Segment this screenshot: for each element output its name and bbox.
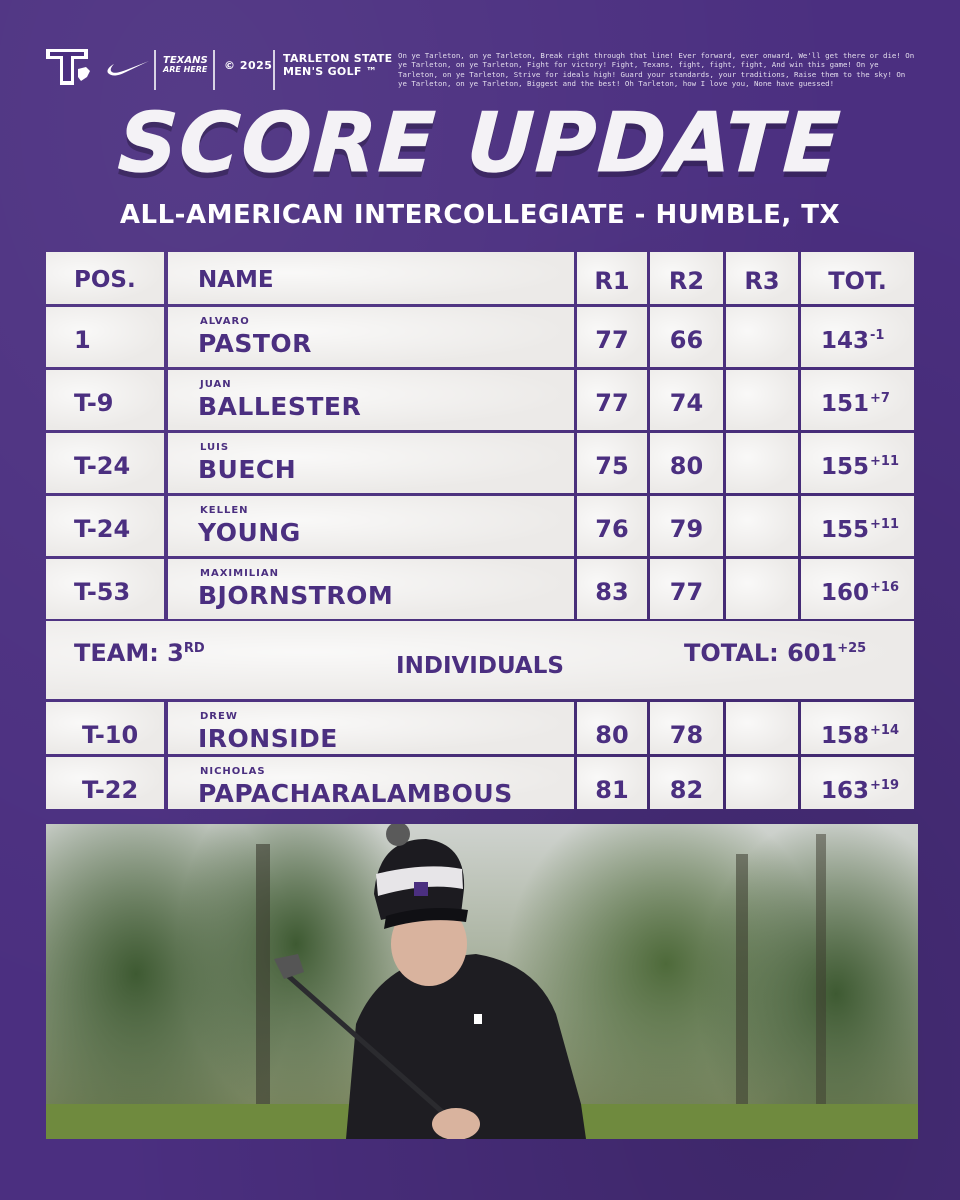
col-header-r3: R3 bbox=[744, 267, 780, 295]
to-par: -1 bbox=[870, 328, 885, 343]
score-r2: 78 bbox=[669, 721, 704, 749]
r2-cell bbox=[650, 307, 723, 367]
r3-cell bbox=[726, 433, 798, 493]
name-cell bbox=[168, 559, 574, 619]
total-cell bbox=[801, 433, 914, 493]
r1-cell bbox=[577, 433, 647, 493]
name-cell bbox=[168, 757, 574, 809]
player-position: T-24 bbox=[74, 515, 131, 543]
score-r1: 75 bbox=[595, 452, 629, 480]
pos-cell bbox=[46, 307, 164, 367]
total-score: 155 bbox=[821, 517, 870, 543]
player-first-name: JUAN bbox=[200, 379, 232, 390]
score-r1: 77 bbox=[595, 389, 629, 417]
name-cell bbox=[168, 307, 574, 367]
player-position: T-9 bbox=[74, 389, 114, 417]
player-total bbox=[821, 723, 899, 749]
score-r1: 76 bbox=[595, 515, 629, 543]
texans-line2: ARE HERE bbox=[163, 65, 208, 74]
team-total-label: TOTAL: 601 bbox=[684, 639, 838, 667]
r1-cell bbox=[577, 757, 647, 809]
r2-cell bbox=[650, 496, 723, 556]
col-header-r3-cell bbox=[726, 252, 798, 304]
r3-cell bbox=[726, 307, 798, 367]
team-total bbox=[684, 639, 866, 667]
player-position: 1 bbox=[74, 326, 91, 354]
r1-cell bbox=[577, 370, 647, 430]
player-last-name: PAPACHARALAMBOUS bbox=[198, 779, 513, 808]
player-first-name: MAXIMILIAN bbox=[200, 568, 279, 579]
r2-cell bbox=[650, 757, 723, 809]
player-first-name: ALVARO bbox=[200, 316, 250, 327]
player-total bbox=[821, 454, 899, 480]
col-header-tot-cell bbox=[801, 252, 914, 304]
r1-cell bbox=[577, 559, 647, 619]
col-header-name: NAME bbox=[198, 267, 274, 293]
player-position: T-53 bbox=[74, 578, 131, 606]
team-summary-row bbox=[46, 621, 914, 699]
col-header-r1: R1 bbox=[594, 267, 630, 295]
r2-cell bbox=[650, 559, 723, 619]
total-score: 155 bbox=[821, 454, 870, 480]
to-par: +14 bbox=[870, 723, 899, 738]
score-r1: 81 bbox=[595, 776, 629, 804]
col-header-r2: R2 bbox=[668, 267, 705, 295]
r1-cell bbox=[577, 496, 647, 556]
player-first-name: NICHOLAS bbox=[200, 766, 266, 777]
col-header-r2-cell bbox=[650, 252, 723, 304]
col-header-name-cell bbox=[168, 252, 574, 304]
total-score: 160 bbox=[821, 580, 870, 606]
to-par: +11 bbox=[870, 517, 899, 532]
total-cell bbox=[801, 370, 914, 430]
score-r2: 79 bbox=[669, 515, 704, 543]
player-total bbox=[821, 517, 899, 543]
score-r2: 80 bbox=[669, 452, 704, 480]
col-header-r1-cell bbox=[577, 252, 647, 304]
to-par: +16 bbox=[870, 580, 899, 595]
r3-cell bbox=[726, 702, 798, 754]
texans-line1: TEXANS bbox=[163, 55, 208, 66]
total-cell bbox=[801, 757, 914, 809]
col-header-tot: TOT. bbox=[828, 267, 887, 295]
score-r1: 77 bbox=[595, 326, 629, 354]
total-score: 158 bbox=[821, 723, 870, 749]
name-cell bbox=[168, 496, 574, 556]
total-cell bbox=[801, 702, 914, 754]
pos-cell bbox=[46, 702, 164, 754]
fight-song-text: On ye Tarleton, on ye Tarleton, Break right through that line! Ever forward, ever onward, We'll get there or die! On ye Tarleton, on ye Tarleton, Fight for victory! Fight, Texans, fight, fight, fight, And win this game! On ye Tarleton, on ye Tarleton, Strive for ideals high! Guard your standards, your traditions, Raise them to the sky! On ye Tarleton, on ye Tarleton, Biggest and the best! Oh Tarleton, how I love you, None have guessed! bbox=[398, 51, 915, 89]
col-header-pos: POS. bbox=[74, 267, 136, 293]
r3-cell bbox=[726, 370, 798, 430]
score-r2: 77 bbox=[669, 578, 704, 606]
score-r1: 80 bbox=[595, 721, 629, 749]
page-title: SCORE UPDATE bbox=[116, 96, 844, 191]
total-cell bbox=[801, 496, 914, 556]
pos-cell bbox=[46, 433, 164, 493]
player-first-name: LUIS bbox=[200, 442, 230, 453]
r2-cell bbox=[650, 370, 723, 430]
to-par: +11 bbox=[870, 454, 899, 469]
r3-cell bbox=[726, 496, 798, 556]
player-total bbox=[821, 778, 899, 804]
score-r2: 74 bbox=[669, 389, 704, 417]
team-place-label: TEAM: 3 bbox=[74, 639, 184, 667]
total-cell bbox=[801, 307, 914, 367]
pos-cell bbox=[46, 496, 164, 556]
player-total bbox=[821, 328, 884, 354]
player-total bbox=[821, 580, 899, 606]
event-subtitle: ALL-AMERICAN INTERCOLLEGIATE - HUMBLE, TX bbox=[119, 200, 841, 230]
player-total bbox=[821, 391, 890, 417]
score-r1: 83 bbox=[595, 578, 629, 606]
r2-cell bbox=[650, 433, 723, 493]
school-line2: MEN'S GOLF ™ bbox=[283, 65, 378, 78]
team-to-par: +25 bbox=[837, 641, 867, 656]
name-cell bbox=[168, 433, 574, 493]
school-line1: TARLETON STATE bbox=[283, 52, 393, 65]
to-par: +19 bbox=[870, 778, 899, 793]
player-first-name: KELLEN bbox=[200, 505, 249, 516]
total-score: 163 bbox=[821, 778, 870, 804]
pos-cell bbox=[46, 370, 164, 430]
total-score: 151 bbox=[821, 391, 870, 417]
pos-cell bbox=[46, 757, 164, 809]
player-first-name: DREW bbox=[200, 711, 238, 722]
to-par: +7 bbox=[870, 391, 890, 406]
name-cell bbox=[168, 702, 574, 754]
player-position: T-10 bbox=[82, 721, 139, 749]
r3-cell bbox=[726, 559, 798, 619]
r1-cell bbox=[577, 702, 647, 754]
player-last-name: BUECH bbox=[198, 455, 297, 484]
name-cell bbox=[168, 370, 574, 430]
col-header-pos-cell bbox=[46, 252, 164, 304]
golfer-photo bbox=[46, 824, 918, 1139]
pos-cell bbox=[46, 559, 164, 619]
player-last-name: IRONSIDE bbox=[198, 724, 338, 753]
copyright-text: © 2025 bbox=[224, 59, 273, 72]
r1-cell bbox=[577, 307, 647, 367]
score-r2: 82 bbox=[669, 776, 704, 804]
total-cell bbox=[801, 559, 914, 619]
team-place-suffix: RD bbox=[183, 641, 205, 656]
player-last-name: PASTOR bbox=[198, 329, 312, 358]
player-position: T-24 bbox=[74, 452, 131, 480]
total-score: 143 bbox=[821, 328, 870, 354]
individuals-heading: INDIVIDUALS bbox=[396, 653, 564, 679]
player-last-name: BJORNSTROM bbox=[198, 581, 394, 610]
r3-cell bbox=[726, 757, 798, 809]
r2-cell bbox=[650, 702, 723, 754]
player-last-name: YOUNG bbox=[198, 518, 301, 547]
score-r2: 66 bbox=[669, 326, 704, 354]
player-position: T-22 bbox=[82, 776, 139, 804]
player-last-name: BALLESTER bbox=[198, 392, 362, 421]
